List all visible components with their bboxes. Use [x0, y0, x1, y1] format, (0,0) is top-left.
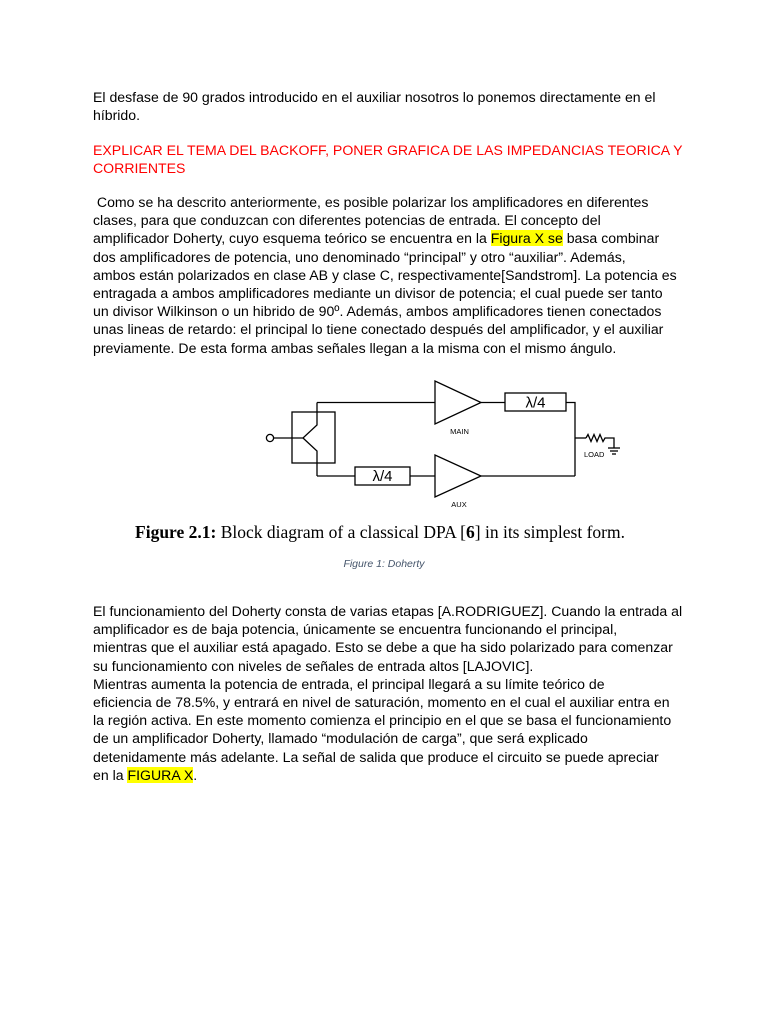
- doherty-block-diagram: [250, 370, 640, 515]
- text-line: ambos están polarizados en clase AB y clase C, respectivamente[Sandstrom]. La potencia es: [93, 266, 677, 283]
- paragraph-doherty-concept: [93, 193, 677, 357]
- aux-amp-label: AUX: [451, 500, 467, 509]
- text-line: entragada a ambos amplificadores mediante un divisor de potencia; el cual puede ser tanto: [93, 284, 663, 301]
- figure-caption-embedded: [80, 522, 680, 542]
- text-line: dos amplificadores de potencia, uno denominado “principal” y otro “auxiliar”. Además,: [93, 248, 626, 265]
- text-line: clases, para que conduzcan con diferentes potencias de entrada. El concepto del: [93, 212, 601, 229]
- figure-caption-document: Figure 1: Doherty: [343, 558, 425, 570]
- text-line: de un amplificador Doherty, llamado “modulación de carga”, que será explicado: [93, 730, 588, 747]
- todo-note: [93, 141, 683, 177]
- text-line: unas lineas de retardo: el principal lo tiene conectado después del amplificador, y el auxiliar: [93, 321, 664, 338]
- text-segment: .: [193, 766, 198, 783]
- text-line: El funcionamiento del Doherty consta de varias etapas [A.RODRIGUEZ]. Cuando la entrada al: [93, 603, 683, 619]
- text-line: un divisor Wilkinson o un hibrido de 90º. Además, ambos amplificadores tienen conectados: [93, 303, 662, 320]
- main-delay-label: λ/4: [525, 394, 546, 412]
- text-line: su funcionamiento con niveles de señales de entrada altos [LAJOVIC].: [93, 657, 534, 674]
- paragraph-operation: [93, 602, 682, 784]
- text-line: EXPLICAR EL TEMA DEL BACKOFF, PONER GRAFICA DE LAS IMPEDANCIAS TEORICA Y: [93, 142, 683, 158]
- paragraph-intro: [93, 88, 656, 124]
- text-line: [93, 766, 682, 784]
- text-line: detenidamente más adelante. La señal de salida que produce el circuito se puede apreciar: [93, 748, 659, 765]
- text-line: híbrido.: [93, 107, 141, 124]
- citation-ref: 6: [466, 522, 475, 542]
- input-terminal: [266, 434, 273, 441]
- highlighted-figure-reference: FIGURA X: [127, 766, 194, 783]
- aux-delay-label: λ/4: [372, 468, 393, 485]
- text-line: [93, 229, 677, 247]
- text-line: amplificador es de baja potencia, únicamente se encuentra funcionando el principal,: [93, 621, 618, 638]
- text-line: Mientras aumenta la potencia de entrada, el principal llegará a su límite teórico de: [93, 675, 605, 692]
- text-line: previamente. De esta forma ambas señales llegan a la misma con el mismo ángulo.: [93, 339, 617, 356]
- text-line: El desfase de 90 grados introducido en el auxiliar nosotros lo ponemos directamente en el: [93, 89, 656, 105]
- text-line: CORRIENTES: [93, 160, 186, 177]
- figure-label: Figure 2.1:: [135, 522, 217, 542]
- main-amp-label: MAIN: [450, 427, 469, 436]
- text-segment: en la: [93, 766, 128, 783]
- text-line: Como se ha descrito anteriormente, es posible polarizar los amplificadores en diferentes: [93, 194, 649, 210]
- caption-text: Block diagram of a classical DPA [: [216, 522, 467, 542]
- ground-icon: [608, 448, 620, 454]
- load-resistor: [586, 435, 614, 449]
- text-line: la región activa. En este momento comienza el principio en el que se basa el funcionamiento: [93, 712, 672, 729]
- text-segment: amplificador Doherty, cuyo esquema teórico se encuentra en la: [93, 230, 491, 247]
- text-line: eficiencia de 78.5%, y entrará en nivel de saturación, momento en el cual el auxiliar entra en: [93, 693, 670, 710]
- combiner-wire: [566, 403, 575, 477]
- main-amplifier: [435, 381, 481, 424]
- caption-text: ] in its simplest form.: [474, 522, 625, 542]
- highlighted-figure-reference: Figura X se: [490, 230, 563, 247]
- aux-amplifier: [435, 455, 481, 497]
- splitter-upper-branch: [292, 403, 317, 439]
- load-label: LOAD: [584, 450, 605, 459]
- text-segment: basa combinar: [562, 230, 660, 247]
- splitter-lower-branch: [303, 438, 317, 476]
- text-line: mientras que el auxiliar está apagado. Esto se debe a que ha sido polarizado para comenzar: [93, 639, 673, 656]
